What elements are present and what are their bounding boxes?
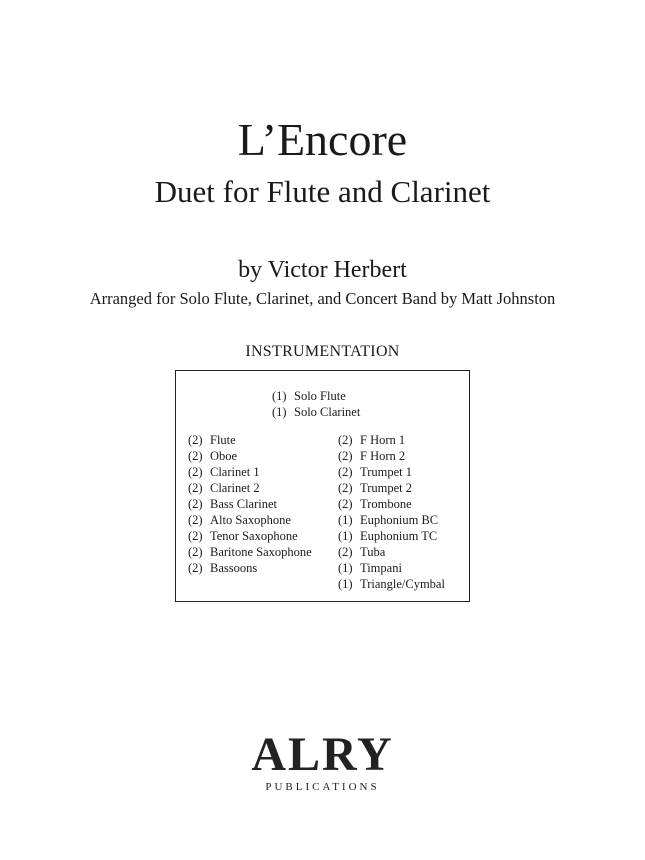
part-name: Alto Saxophone <box>210 513 291 527</box>
part-quantity: (1) <box>338 513 353 527</box>
list-item <box>272 404 360 420</box>
list-item <box>338 432 405 448</box>
part-quantity: (1) <box>338 577 353 591</box>
part-name: F Horn 2 <box>360 449 406 463</box>
part-name: Flute <box>210 433 236 447</box>
part-name: Tenor Saxophone <box>210 529 298 543</box>
part-name: Trumpet 2 <box>360 481 412 495</box>
list-item <box>188 496 277 512</box>
list-item <box>188 480 260 496</box>
part-name: Bassoons <box>210 561 258 575</box>
list-item <box>188 560 257 576</box>
list-item <box>338 560 402 576</box>
part-name: Bass Clarinet <box>210 497 278 511</box>
part-quantity: (2) <box>338 433 353 447</box>
list-item <box>338 528 437 544</box>
part-name: Euphonium TC <box>360 529 438 543</box>
part-quantity: (2) <box>338 465 353 479</box>
part-quantity: (2) <box>338 449 353 463</box>
part-name: Tuba <box>360 545 386 559</box>
part-quantity: (2) <box>188 433 203 447</box>
part-quantity: (2) <box>188 561 203 575</box>
part-quantity: (2) <box>338 481 353 495</box>
part-name: Solo Clarinet <box>294 405 361 419</box>
list-item <box>188 544 312 560</box>
publisher-name: ALRY <box>251 728 394 781</box>
instrumentation-heading: INSTRUMENTATION <box>245 343 400 360</box>
list-item <box>338 576 445 592</box>
part-quantity: (1) <box>272 405 287 419</box>
part-quantity: (2) <box>188 481 203 495</box>
part-name: Euphonium BC <box>360 513 439 527</box>
part-name: Triangle/Cymbal <box>360 577 445 591</box>
list-item <box>188 464 260 480</box>
part-quantity: (1) <box>272 389 287 403</box>
list-item <box>188 528 298 544</box>
list-item <box>188 512 291 528</box>
list-item <box>338 512 438 528</box>
part-name: Solo Flute <box>294 389 346 403</box>
instrumentation-box <box>175 370 470 602</box>
part-quantity: (2) <box>188 545 203 559</box>
part-name: Trumpet 1 <box>360 465 412 479</box>
page-title: L’Encore <box>237 114 408 165</box>
list-item <box>338 496 412 512</box>
publisher-logo <box>0 730 645 794</box>
part-name: Baritone Saxophone <box>210 545 312 559</box>
list-item <box>188 432 236 448</box>
composer-credit: by Victor Herbert <box>238 257 407 283</box>
part-quantity: (2) <box>338 545 353 559</box>
part-name: Clarinet 2 <box>210 481 260 495</box>
part-name: F Horn 1 <box>360 433 406 447</box>
list-item <box>338 464 412 480</box>
list-item <box>272 388 346 404</box>
part-name: Timpani <box>360 561 402 575</box>
part-quantity: (2) <box>188 497 203 511</box>
publisher-subtitle: PUBLICATIONS <box>265 781 380 793</box>
list-item <box>188 448 237 464</box>
part-quantity: (2) <box>188 513 203 527</box>
part-quantity: (2) <box>188 449 203 463</box>
list-item <box>338 544 385 560</box>
list-item <box>338 480 412 496</box>
list-item <box>338 448 405 464</box>
part-quantity: (2) <box>338 497 353 511</box>
part-quantity: (2) <box>188 529 203 543</box>
part-quantity: (1) <box>338 529 353 543</box>
part-quantity: (2) <box>188 465 203 479</box>
arranger-credit: Arranged for Solo Flute, Clarinet, and Concert Band by Matt Johnston <box>89 289 556 308</box>
part-name: Oboe <box>210 449 238 463</box>
part-name: Clarinet 1 <box>210 465 260 479</box>
part-name: Trombone <box>360 497 412 511</box>
page-subtitle: Duet for Flute and Clarinet <box>154 174 491 209</box>
part-quantity: (1) <box>338 561 353 575</box>
